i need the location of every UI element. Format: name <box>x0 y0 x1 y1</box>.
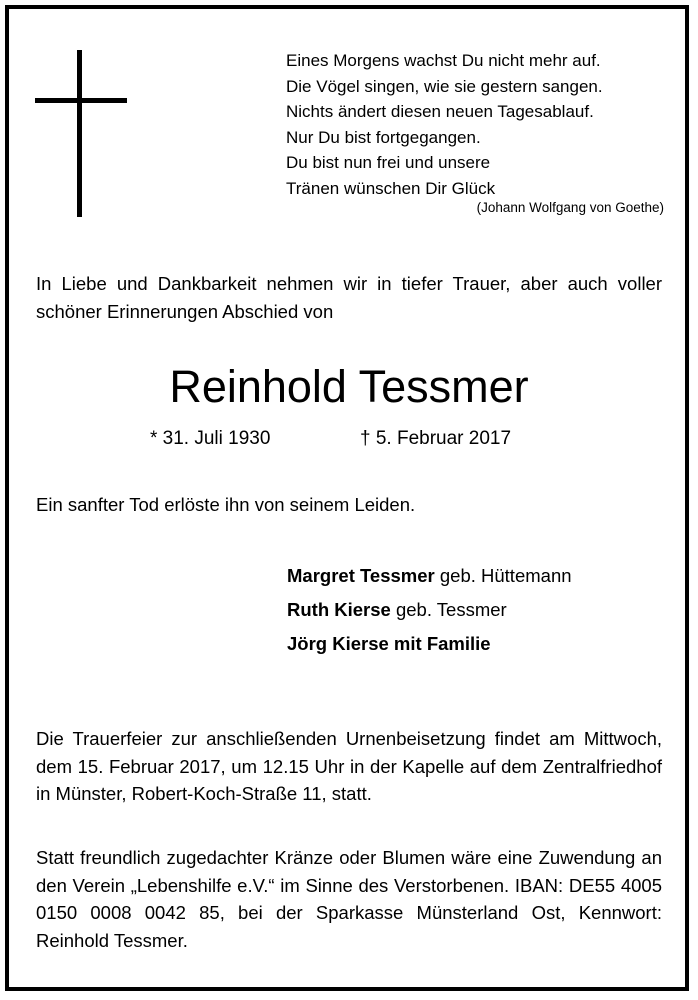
poem-line: Die Vögel singen, wie sie gestern sangen. <box>286 76 603 96</box>
cross-icon-bar <box>35 98 127 103</box>
family-list <box>287 559 572 661</box>
family-member-name: Jörg Kierse mit Familie <box>287 633 491 654</box>
deceased-name: Reinhold Tessmer <box>169 361 529 412</box>
poem-author: (Johann Wolfgang von Goethe) <box>476 200 664 215</box>
donation-text: Statt freundlich zugedachter Kränze oder Blumen wäre eine Zuwendung an den Verein „Lebenshilfe e.V.“ im Sinne des Verstorbenen. IBAN: DE55 4005 0150 0008 0042 85, bei der Sparkasse Münsterland Ost, Kennwort: Reinhold Tessmer. <box>36 847 662 951</box>
birth-date: * 31. Juli 1930 <box>150 428 271 449</box>
family-member-name: Margret Tessmer <box>287 565 435 586</box>
poem-line: Eines Morgens wachst Du nicht mehr auf. <box>286 51 601 70</box>
poem-line: Tränen wünschen Dir Glück <box>286 178 496 198</box>
family-member <box>287 559 572 593</box>
family-member <box>287 593 572 627</box>
family-member-name: Ruth Kierse <box>287 599 391 620</box>
cross-icon <box>77 50 82 217</box>
family-member-suffix: geb. Tessmer <box>390 599 507 620</box>
passing-text: Ein sanfter Tod erlöste ihn von seinem Leiden. <box>36 494 416 515</box>
poem-line: Du bist nun frei und unsere <box>286 153 491 172</box>
intro-text: In Liebe und Dankbarkeit nehmen wir in tiefer Trauer, aber auch voller schöner Erinnerungen Abschied von <box>36 273 662 322</box>
death-date: † 5. Februar 2017 <box>360 428 512 449</box>
funeral-text: Die Trauerfeier zur anschließenden Urnenbeisetzung findet am Mittwoch, dem 15. Februar 2017, um 12.15 Uhr in der Kapelle auf dem Zentralfriedhof in Münster, Robert-Koch-Straße 11, statt. <box>36 728 662 804</box>
poem-line: Nichts ändert diesen neuen Tagesablauf. <box>286 102 594 121</box>
family-member <box>287 627 572 661</box>
poem <box>286 48 603 201</box>
poem-line: Nur Du bist fortgegangen. <box>286 127 481 147</box>
family-member-suffix: geb. Hüttemann <box>434 565 572 586</box>
